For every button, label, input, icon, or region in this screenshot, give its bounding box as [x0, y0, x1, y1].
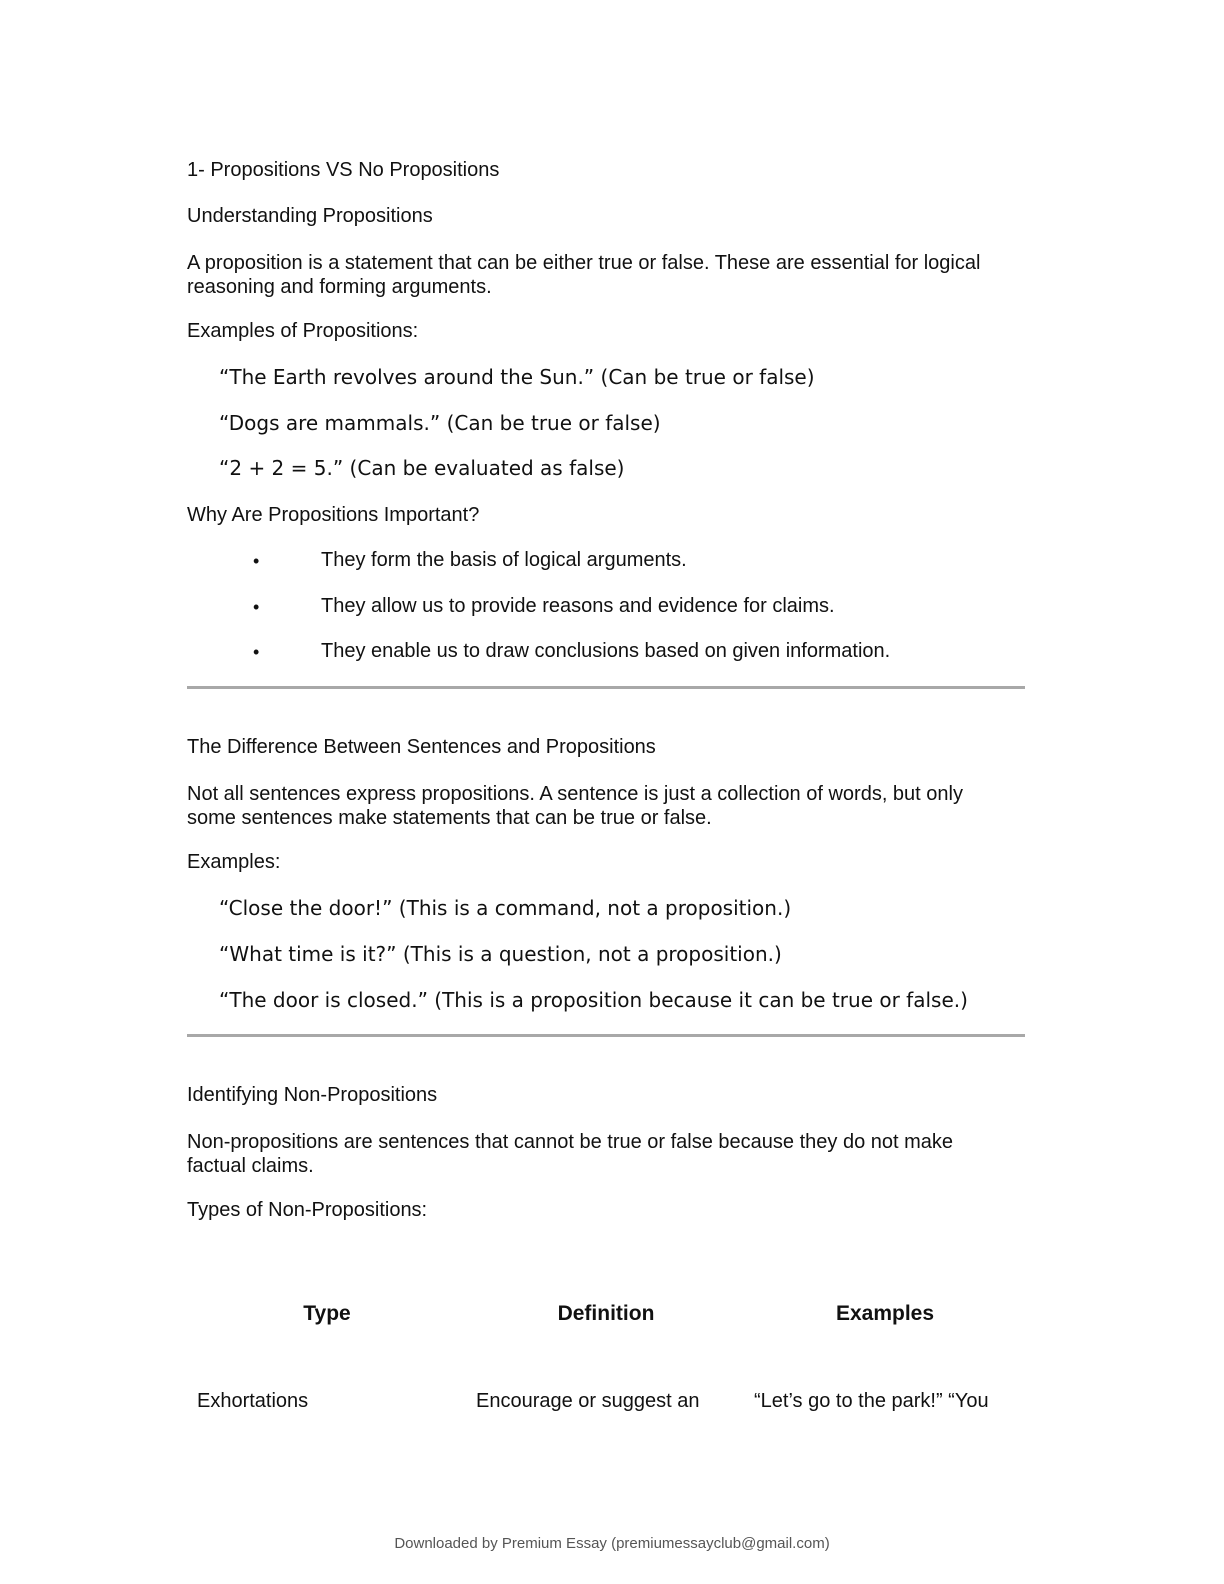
examples-label: Examples of Propositions: [187, 320, 419, 342]
examples-label: Examples: [187, 851, 281, 873]
bullet-icon: • [253, 551, 260, 571]
horizontal-divider [187, 1034, 1025, 1037]
section-heading: The Difference Between Sentences and Propositions [187, 736, 656, 758]
bullet-item: They form the basis of logical arguments. [321, 549, 687, 571]
subheading: Understanding Propositions [187, 205, 433, 227]
sentence-example: “What time is it?” (This is a question, not a proposition.) [219, 942, 782, 966]
proposition-example: “2 + 2 = 5.” (Can be evaluated as false) [219, 456, 625, 480]
bullet-icon: • [253, 597, 260, 617]
proposition-example: “Dogs are mammals.” (Can be true or false) [219, 411, 661, 435]
proposition-example: “The Earth revolves around the Sun.” (Can be true or false) [219, 365, 815, 389]
intro-paragraph: Non-propositions are sentences that cannot be true or false because they do not make factual claims. [187, 1131, 954, 1177]
table-cell-definition: Encourage or suggest an [476, 1390, 700, 1412]
table-header-definition: Definition [557, 1302, 655, 1325]
types-label: Types of Non-Propositions: [187, 1199, 428, 1221]
table-header-examples: Examples [835, 1302, 935, 1325]
bullet-icon: • [253, 642, 260, 662]
bullet-item: They enable us to draw conclusions based on given information. [321, 640, 891, 662]
section-heading: Identifying Non-Propositions [187, 1084, 438, 1106]
intro-paragraph: A proposition is a statement that can be either true or false. These are essential for logical reasoning and forming arguments. [187, 252, 981, 298]
table-cell-examples: “Let’s go to the park!” “You [754, 1390, 989, 1412]
sentence-example: “Close the door!” (This is a command, not a proposition.) [219, 896, 792, 920]
why-label: Why Are Propositions Important? [187, 504, 480, 526]
sentence-example: “The door is closed.” (This is a proposition because it can be true or false.) [219, 988, 968, 1012]
download-footer: Downloaded by Premium Essay (premiumessayclub@gmail.com) [394, 1535, 830, 1552]
section-heading: 1- Propositions VS No Propositions [187, 159, 500, 181]
table-cell-type: Exhortations [197, 1390, 309, 1412]
bullet-item: They allow us to provide reasons and evidence for claims. [321, 595, 835, 617]
table-header-type: Type [303, 1302, 351, 1325]
intro-paragraph: Not all sentences express propositions. A sentence is just a collection of words, but only some sentences make statements that can be true or false. [187, 783, 963, 829]
horizontal-divider [187, 686, 1025, 689]
